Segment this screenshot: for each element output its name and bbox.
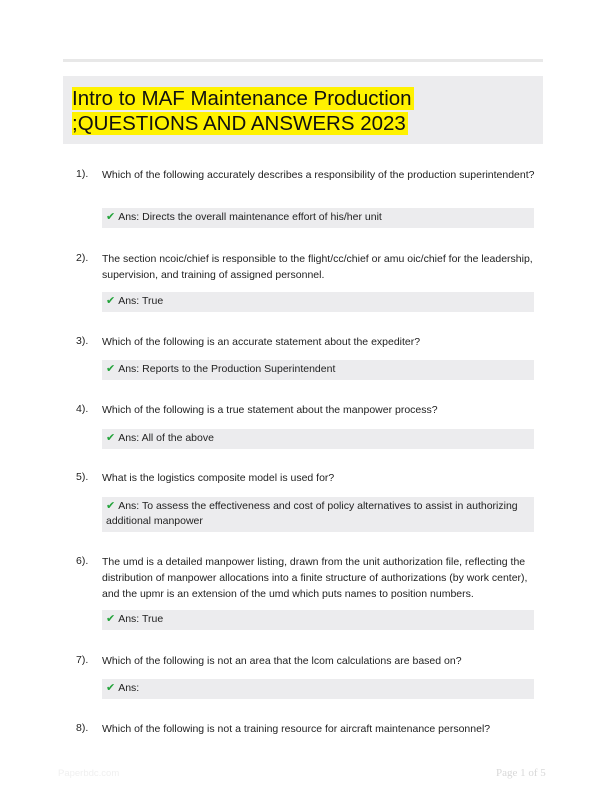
question-number: 4). (76, 403, 89, 415)
title-line-1: Intro to MAF Maintenance Production (72, 87, 412, 110)
question-text: What is the logistics composite model is used for? (102, 472, 335, 484)
question-number: 7). (76, 654, 89, 666)
answer-text: Ans: True (118, 295, 164, 307)
answer-box (102, 208, 534, 228)
question-text: Which of the following is a true statement about the manpower process? (102, 404, 438, 416)
answer-box (102, 429, 534, 449)
answer-box (102, 497, 534, 532)
question-text: The umd is a detailed manpower listing, drawn from the unit authorization file, reflecting the distribution of manpower allocations into a finite structure of authorizations (by work center), and the upmr is an extension of the umd which puts names to position numbers. (102, 556, 528, 600)
question-text: Which of the following is not an area that the lcom calculations are based on? (102, 655, 462, 667)
title-line-2: ;QUESTIONS AND ANSWERS 2023 (72, 112, 406, 135)
check-icon: ✔ (106, 363, 116, 375)
check-icon: ✔ (106, 295, 116, 307)
answer-box (102, 679, 534, 699)
answer-text: Ans: (118, 682, 140, 694)
question-number: 6). (76, 555, 89, 567)
question-number: 1). (76, 168, 89, 180)
question-text: The section ncoic/chief is responsible to the flight/cc/chief or amu oic/chief for the leadership, supervision, and training of assigned personnel. (102, 253, 533, 281)
question-number: 2). (76, 252, 89, 264)
document-title (72, 86, 542, 136)
question-number: 8). (76, 722, 89, 734)
check-icon: ✔ (106, 613, 116, 625)
answer-text: Ans: Reports to the Production Superintendent (118, 363, 336, 375)
question-number: 5). (76, 471, 89, 483)
footer-watermark: Paperbdc.com (58, 768, 120, 779)
top-divider (63, 59, 543, 62)
question-text: Which of the following is an accurate statement about the expediter? (102, 336, 421, 348)
answer-text: Ans: Directs the overall maintenance effort of his/her unit (118, 211, 382, 223)
answer-box (102, 610, 534, 630)
check-icon: ✔ (106, 432, 116, 444)
answer-text: Ans: True (118, 613, 164, 625)
check-icon: ✔ (106, 211, 116, 223)
question-number: 3). (76, 335, 89, 347)
answer-box (102, 360, 534, 380)
answer-text: Ans: All of the above (118, 432, 214, 444)
answer-text: Ans: To assess the effectiveness and cost of policy alternatives to assist in authorizing additional manpower (106, 500, 518, 527)
answer-box (102, 292, 534, 312)
page-indicator: Page 1 of 5 (496, 767, 546, 779)
question-text: Which of the following accurately describes a responsibility of the production superintendent? (102, 169, 535, 181)
question-text: Which of the following is not a training resource for aircraft maintenance personnel? (102, 723, 491, 735)
check-icon: ✔ (106, 500, 116, 512)
check-icon: ✔ (106, 682, 116, 694)
